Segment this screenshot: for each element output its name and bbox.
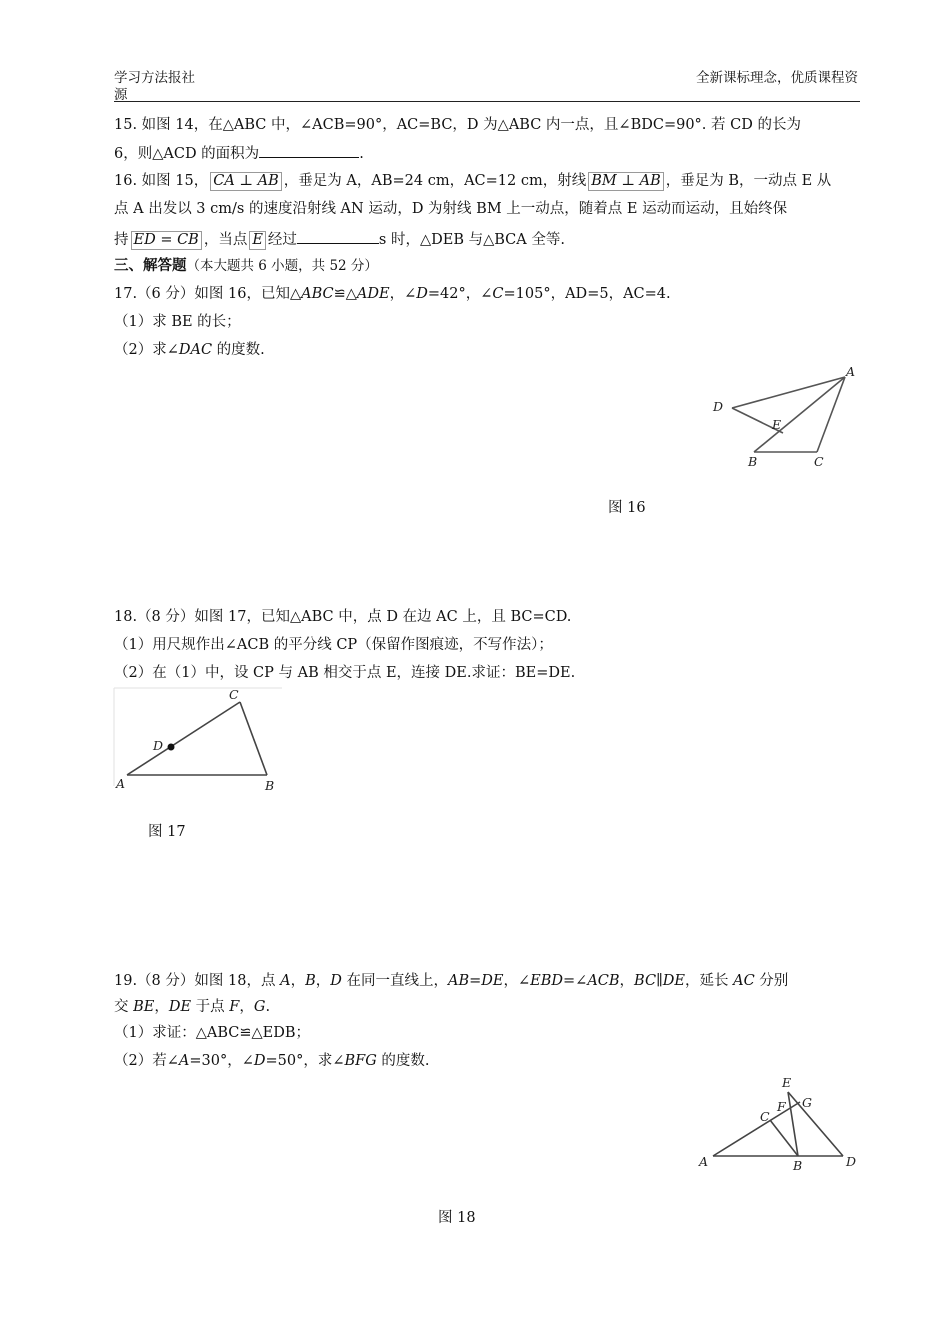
q19-t5: ，∠ xyxy=(503,973,531,989)
q19-D: D xyxy=(330,973,342,989)
section3-title: 三、解答题 xyxy=(114,257,187,274)
q16-line3 xyxy=(114,229,565,250)
q16-text-f: 经过 xyxy=(267,232,297,248)
q15-answer-blank[interactable] xyxy=(259,143,359,158)
q19-t12: 于点 xyxy=(191,999,230,1015)
q19-t6: =∠ xyxy=(563,973,588,989)
q15-line2 xyxy=(114,143,364,164)
q19-g: G xyxy=(253,999,266,1015)
fig17-point-d xyxy=(168,744,175,751)
fig17-seg-cb xyxy=(240,702,267,775)
q19-ab-de: AB=DE xyxy=(447,973,504,989)
q17-c: C xyxy=(492,286,504,302)
q19-t14: . xyxy=(265,999,271,1015)
q19-A: A xyxy=(280,973,291,989)
q17-p2-dac: DAC xyxy=(178,342,213,358)
q19-bc-de: BC∥DE xyxy=(634,973,685,989)
q16-text-a: 16. 如图 15， xyxy=(114,173,209,189)
fig18-label-a: A xyxy=(699,1154,709,1169)
fig17-label-a: A xyxy=(116,776,126,791)
q17-abc: ABC xyxy=(301,286,334,302)
q19-t7: ， xyxy=(619,973,635,989)
q16-answer-blank[interactable] xyxy=(297,229,379,244)
q15-line1: 15. 如图 14，在△ABC 中，∠ACB=90°，AC=BC，D 为△ABC 内一点，且∠BDC=90°. 若 CD 的长为 xyxy=(114,117,801,133)
q19-t13: ， xyxy=(239,999,254,1015)
q19-be: BE xyxy=(133,999,155,1015)
q17-p2-a: （2）求∠ xyxy=(114,342,179,358)
q17-d: D xyxy=(416,286,428,302)
q19-line2 xyxy=(114,997,270,1017)
q18-line1: 18.（8 分）如图 17，已知△ABC 中，点 D 在边 AC 上，且 BC=CD. xyxy=(114,609,572,625)
fig17-label-c: C xyxy=(229,687,239,702)
fig18-label-d: D xyxy=(846,1154,857,1169)
q19-p2-bfg: BFG xyxy=(344,1053,377,1069)
q19-t3: ， xyxy=(315,973,331,989)
fig16-label-c: C xyxy=(814,454,824,469)
q19-t9: 分别 xyxy=(754,973,789,989)
header-right: 全新课标理念，优质课程资 xyxy=(696,70,858,86)
q15-end: . xyxy=(359,146,364,162)
q19-t8: ，延长 xyxy=(684,973,734,989)
q16-text-e: ，当点 xyxy=(203,232,248,248)
figure-18 xyxy=(690,1070,870,1180)
q16-text-g: s 时，△DEB 与△BCA 全等. xyxy=(378,232,565,248)
q19-B: B xyxy=(305,973,316,989)
q19-ebd: EBD xyxy=(530,973,563,989)
q17-t3: ，∠ xyxy=(389,286,417,302)
fig18-label-f: F xyxy=(777,1099,786,1114)
fig17-label-b: B xyxy=(265,778,275,793)
q19-ac: AC xyxy=(733,973,755,989)
q19-t11: ， xyxy=(154,999,169,1015)
q16-formula-e: E xyxy=(249,231,266,250)
header-rule xyxy=(114,101,860,102)
figure-17 xyxy=(112,686,292,798)
fig17-seg-ac xyxy=(127,702,240,775)
fig16-label-a: A xyxy=(846,364,856,379)
fig18-label-b: B xyxy=(793,1158,803,1173)
fig16-label-e: E xyxy=(772,417,782,432)
q16-line1 xyxy=(114,171,831,191)
fig18-label-g: G xyxy=(802,1095,812,1110)
q19-line1 xyxy=(114,971,788,991)
q17-part1: （1）求 BE 的长； xyxy=(114,314,241,330)
q19-de: DE xyxy=(168,999,192,1015)
header-left xyxy=(114,70,195,104)
section3-heading xyxy=(114,256,378,276)
q16-formula-ca-ab: CA ⊥ AB xyxy=(210,172,282,191)
fig18-seg-ag xyxy=(713,1102,800,1156)
q18-part1: （1）用尺规作出∠ACB 的平分线 CP（保留作图痕迹，不写作法）； xyxy=(114,637,553,653)
section3-note: （本大题共 6 小题，共 52 分） xyxy=(186,258,378,274)
fig18-label-e: E xyxy=(782,1075,792,1090)
q17-line1 xyxy=(114,284,671,304)
q19-part2 xyxy=(114,1051,430,1071)
q16-line2: 点 A 出发以 3 cm/s 的速度沿射线 AN 运动，D 为射线 BM 上一动点，随着点 E 运动而运动，且始终保 xyxy=(114,201,788,217)
q19-p2-b: =30°，∠ xyxy=(189,1053,254,1069)
q17-t2: ≌△ xyxy=(333,286,357,302)
q19-f: F xyxy=(229,999,240,1015)
q19-p2-d: 的度数. xyxy=(376,1053,430,1069)
q16-formula-ed-cb: ED = CB xyxy=(131,231,202,250)
fig18-label-c: C xyxy=(760,1109,770,1124)
q17-t1: 17.（6 分）如图 16，已知△ xyxy=(114,286,302,302)
q19-t1: 19.（8 分）如图 18，点 xyxy=(114,973,281,989)
q17-t4: =42°，∠ xyxy=(427,286,493,302)
figure-16 xyxy=(700,360,870,475)
q17-t5: =105°，AD=5，AC=4. xyxy=(503,286,671,302)
fig16-seg-da xyxy=(732,377,845,408)
header-left-line2: 源 xyxy=(114,87,128,103)
fig16-label-b: B xyxy=(748,454,758,469)
q16-text-b: ，垂足为 A，AB=24 cm，AC=12 cm，射线 xyxy=(283,173,587,189)
figure-16-caption: 图 16 xyxy=(608,500,646,516)
fig16-label-d: D xyxy=(713,399,724,414)
q16-text-d: 持 xyxy=(114,232,129,248)
q19-p2-a: （2）若∠ xyxy=(114,1053,179,1069)
figure-17-caption: 图 17 xyxy=(148,824,186,840)
q19-part1: （1）求证：△ABC≌△EDB； xyxy=(114,1025,311,1041)
q19-t2: ， xyxy=(290,973,306,989)
fig17-label-d: D xyxy=(153,738,164,753)
q16-formula-bm-ab: BM ⊥ AB xyxy=(588,172,663,191)
q17-p2-c: 的度数. xyxy=(212,342,265,358)
q18-part2: （2）在（1）中，设 CP 与 AB 相交于点 E，连接 DE.求证：BE=DE. xyxy=(114,665,576,681)
q19-p2-D: D xyxy=(253,1053,266,1069)
q19-t4: 在同一直线上， xyxy=(341,973,448,989)
q16-text-c: ，垂足为 B，一动点 E 从 xyxy=(665,173,832,189)
q15-text: 6，则△ACD 的面积为 xyxy=(114,146,260,162)
q19-acb: ACB xyxy=(587,973,620,989)
q19-p2-c: =50°，求∠ xyxy=(265,1053,345,1069)
q19-p2-A: A xyxy=(178,1053,190,1069)
header-left-line1: 学习方法报社 xyxy=(114,70,195,86)
q17-ade: ADE xyxy=(356,286,390,302)
q19-t10: 交 xyxy=(114,999,134,1015)
figure-18-caption: 图 18 xyxy=(438,1210,476,1226)
q17-part2 xyxy=(114,340,265,360)
